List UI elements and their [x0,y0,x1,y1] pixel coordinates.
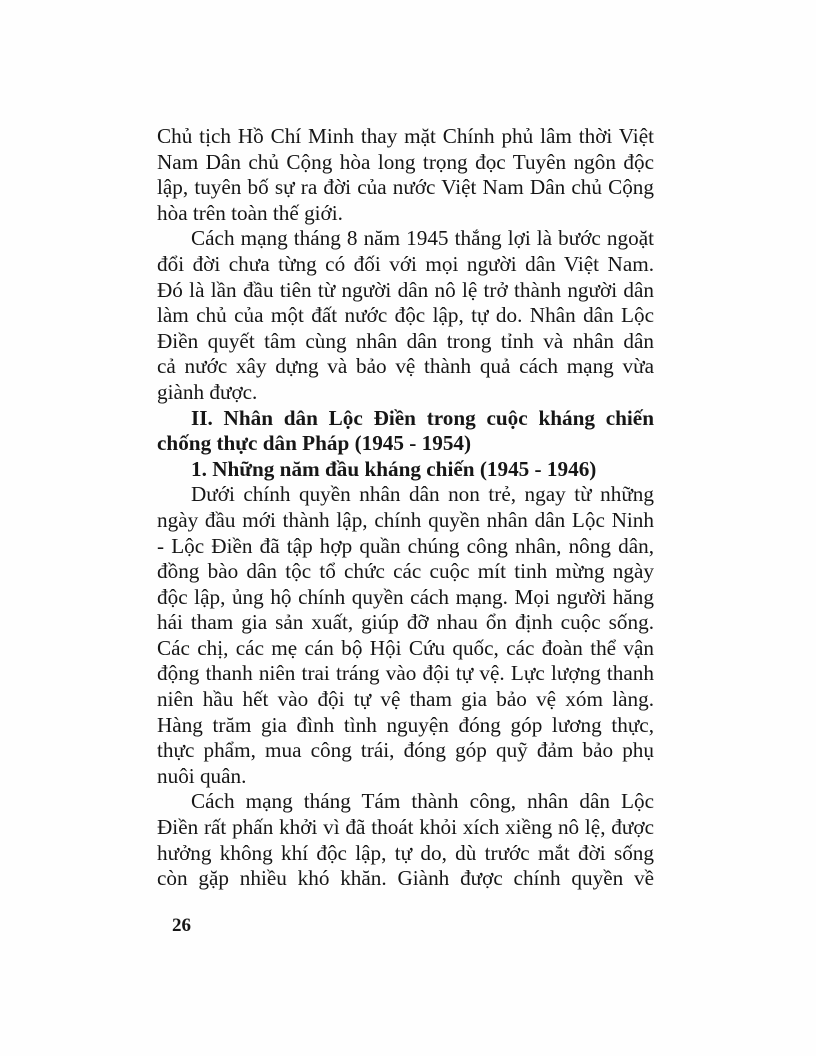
text-line: hưởng không khí độc lập, tự do, dù trước mắt đời sống [157,840,654,865]
text-line: II. Nhân dân Lộc Điền trong cuộc kháng chiến [191,405,654,430]
text-line: đổi đời chưa từng có đối với mọi người dân Việt Nam. [157,251,654,276]
text-line: động thanh niên trai tráng vào đội tự vệ. Lực lượng thanh [157,661,654,686]
page-number: 26 [172,915,191,936]
section-heading [157,406,654,457]
text-line: Điền quyết tâm cùng nhân dân trong tỉnh và nhân dân [157,328,654,353]
text-line: hái tham gia sản xuất, giúp đỡ nhau ổn định cuộc sống. [157,610,654,635]
text-line: hòa trên toàn thế giới. [157,200,343,225]
text-line: Nam Dân chủ Cộng hòa long trọng đọc Tuyên ngôn độc [157,149,654,174]
text-line: còn gặp nhiều khó khăn. Giành được chính quyền về [157,866,654,891]
text-line: Các chị, các mẹ cán bộ Hội Cứu quốc, các đoàn thể vận [157,635,654,660]
text-line: thực phẩm, mua công trái, đóng góp quỹ đảm bảo phụ [157,738,654,763]
text-line: Chủ tịch Hồ Chí Minh thay mặt Chính phủ lâm thời Việt [157,124,654,148]
text-line: Cách mạng tháng 8 năm 1945 thắng lợi là bước ngoặt [191,226,654,251]
text-line: Dưới chính quyền nhân dân non trẻ, ngay từ những [191,482,654,507]
paragraph [157,789,654,891]
text-line: Hàng trăm gia đình tình nguyện đóng góp lương thực, [157,712,654,737]
text-line: giành được. [157,379,258,404]
text-line: Cách mạng tháng Tám thành công, nhân dân Lộc [191,789,654,814]
body-text [157,124,654,892]
text-line: chống thực dân Pháp (1945 - 1954) [157,431,472,456]
text-line: làm chủ của một đất nước độc lập, tự do. Nhân dân Lộc [157,303,654,328]
text-line: ngày đầu mới thành lập, chính quyền nhân dân Lộc Ninh [157,507,654,532]
text-line: đồng bào dân tộc tổ chức các cuộc mít tinh mừng ngày [157,559,654,584]
text-line: lập, tuyên bố sự ra đời của nước Việt Nam Dân chủ Cộng [157,175,654,200]
paragraph [157,124,654,226]
text-line: 1. Những năm đầu kháng chiến (1945 - 1946) [191,456,597,481]
text-line: Đó là lần đầu tiên từ người dân nô lệ trở thành người dân [157,277,654,302]
text-line: Điền rất phấn khởi vì đã thoát khỏi xích xiềng nô lệ, được [157,815,654,840]
text-line: niên hầu hết vào đội tự vệ tham gia bảo vệ xóm làng. [157,687,654,712]
paragraph [157,482,654,789]
text-line: - Lộc Điền đã tập hợp quần chúng công nhân, nông dân, [157,533,654,558]
text-line: cả nước xây dựng và bảo vệ thành quả cách mạng vừa [157,354,654,379]
paragraph [157,226,654,405]
text-line: độc lập, ủng hộ chính quyền cách mạng. Mọi người hăng [157,584,654,609]
subsection-heading [157,457,654,483]
text-line: nuôi quân. [157,763,247,788]
